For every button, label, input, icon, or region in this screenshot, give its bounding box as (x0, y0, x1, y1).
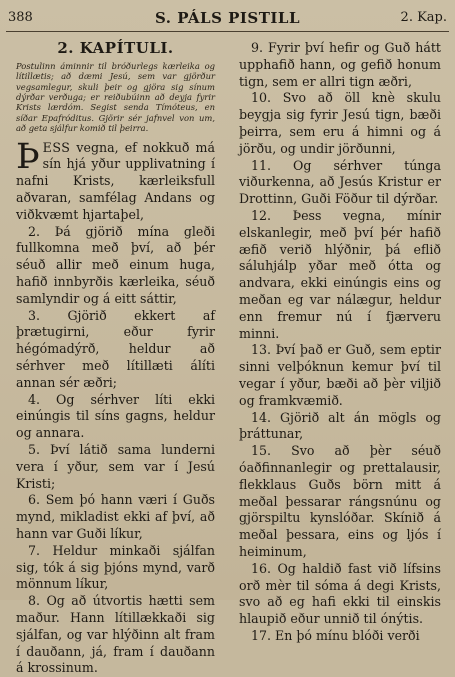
chapter-label: 2. Kap. (400, 10, 447, 25)
verse: 9. Fyrir því hefir og Guð hátt upphafið hann, og gefið honum tign, sem er allri tign æðri, (239, 40, 441, 89)
verse: 6. Sem þó hann væri í Guðs mynd, mikladist ekki af því, að hann var Guði líkur, (16, 492, 215, 541)
verse: 14. Gjörið alt án mögls og þráttunar, (239, 409, 441, 442)
right-column (239, 40, 441, 645)
chapter-summary: Postulinn áminnir til bróðurlegs kærleika og lítillætis; að dæmi Jesú, sem var gjörður vegsamlegur, skuli þeir og gjöra sig sínum dýrðar verðuga; er reiðubúinn að deyja fyrir Krists lærdóm. Segist senda Tímóteus, en síðar Epafróditus. Gjörir sér jafnvel von um, að geta sjálfur komið til þeirra. (16, 60, 215, 134)
verse: 5. Því látið sama lunderni vera í yður, sem var í Jesú Kristi; (16, 441, 215, 491)
verse: 11. Og sérhver túnga viðurkenna, að Jesús Kristur er Drottinn, Guði Föður til dýrðar. (239, 157, 441, 207)
page-number: 388 (8, 10, 33, 25)
verse-1 (16, 136, 215, 224)
verse-1-text: vegna, ef nokkuð má sín hjá yður upplivatning í nafni Krists, kærleiksfull aðvaran, samfélag Andans og viðkvæmt hjartaþel, (16, 139, 215, 222)
header-rule (6, 31, 449, 32)
verse: 13. Því það er Guð, sem eptir sinni velþóknun kemur því til vegar í yður, bæði að þèr viljið og framkvæmið. (239, 342, 441, 408)
verse: 7. Heldur minkaði sjálfan sig, tók á sig þjóns mynd, varð mönnum líkur, (16, 542, 215, 592)
verse: 12. Þess vegna, mínir elskanlegir, með því þér hafið æfið verið hlýðnir, þá eflið sáluhjálp yðar með ótta og andvara, ekki einúngis eins og meðan eg var nálægur, heldur enn fremur nú í fjærveru minni. (239, 207, 441, 341)
left-column (16, 40, 215, 677)
verse: 16. Og haldið fast við lífsins orð mèr til sóma á degi Krists, svo að eg hafi ekki til einskis hlaupið eður unnið til ónýtis. (239, 560, 441, 627)
chapter-title: 2. KAPÍTULI. (57, 39, 174, 57)
verse: 4. Og sérhver líti ekki einúngis til síns gagns, heldur og annara. (16, 391, 215, 441)
running-title: S. PÁLS PISTILL (154, 9, 301, 27)
verse-1-caps: ESS (42, 139, 71, 155)
drop-cap: Þ (16, 136, 40, 177)
verse: 17. En þó mínu blóði verði (251, 627, 420, 643)
running-header (0, 0, 455, 38)
verse: 15. Svo að þèr séuð óaðfinnanlegir og prettalausir, flekklaus Guðs börn mitt á meðal þessarar rángsnúnu og gjörspiltu kynslóðar. Skínið á meðal þessara, eins og ljós í heiminum, (239, 443, 441, 559)
verse: 8. Og að útvortis hætti sem maður. Hann lítillækkaði sig sjálfan, og var hlýðinn alt fram í dauðann, já, fram í dauðann á krossinum. (16, 593, 215, 676)
verse: 3. Gjörið ekkert af þrætugirni, eður fyrir hégómadýrð, heldur að sérhver með lítillæti álíti annan sér æðri; (16, 307, 215, 390)
verse: 2. Þá gjörið mína gleði fullkomna með því, að þér séuð allir með einum huga, hafið innbyrðis kærleika, séuð samlyndir og á eitt sáttir, (16, 223, 215, 306)
verse: 10. Svo að öll knè skulu beygja sig fyrir Jesú tign, bæði þeirra, sem eru á himni og á jörðu, og undir jörðunni, (239, 90, 441, 156)
